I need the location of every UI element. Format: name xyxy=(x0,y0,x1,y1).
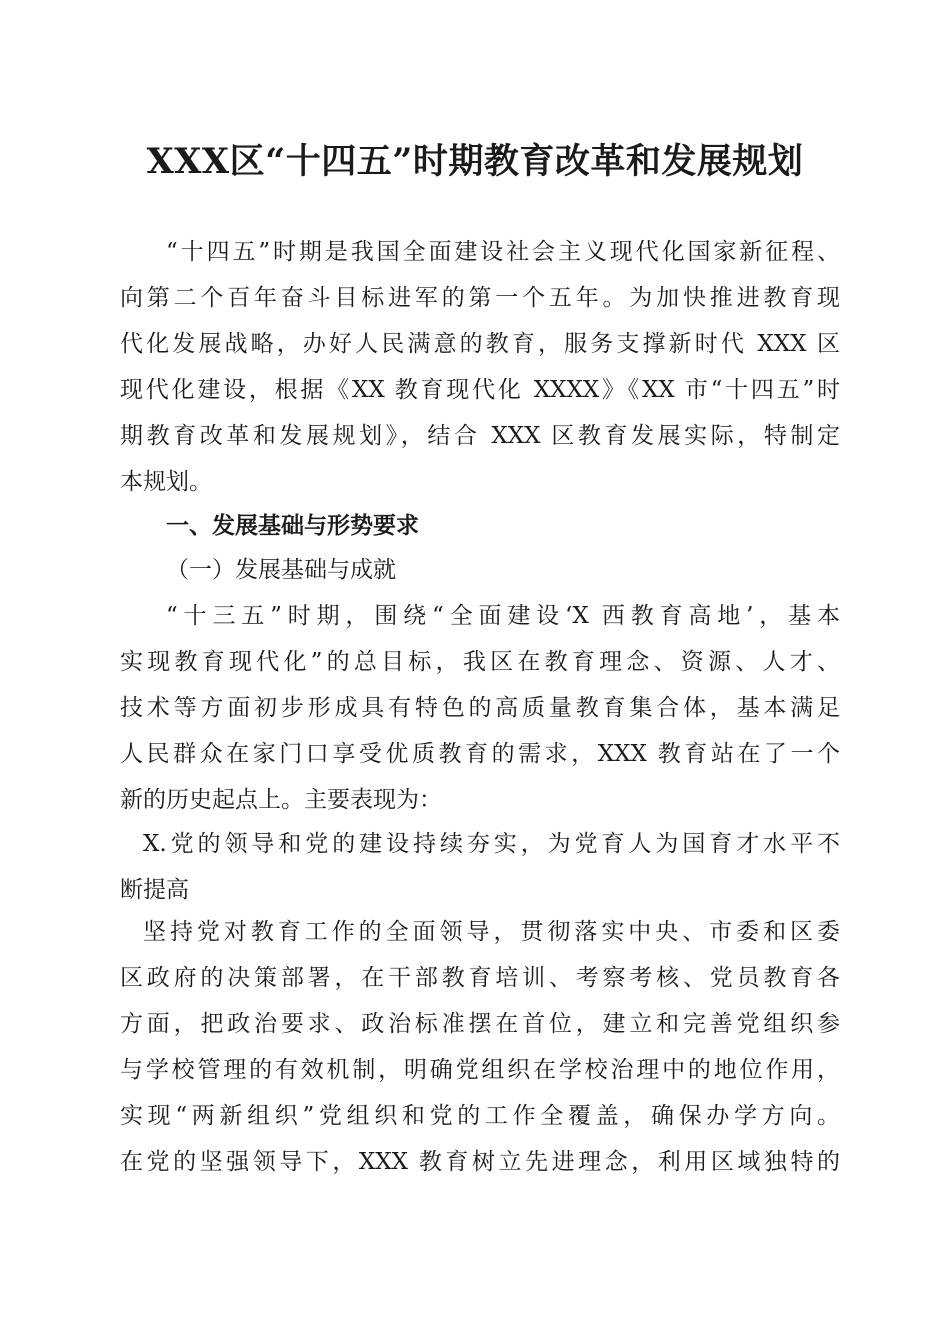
intro-line: 代化发展战略，办好人民满意的教育，服务支撑新时代 XXX 区 xyxy=(120,331,840,357)
section-heading: 一、发展基础与形势要求 xyxy=(166,513,419,539)
paragraph-line: 实现“两新组织”党组织和党的工作全覆盖，确保办学方向。 xyxy=(120,1103,840,1129)
paragraph-line: 技术等方面初步形成具有特色的高质量教育集合体，基本满足 xyxy=(120,695,840,721)
intro-line: 本规划。 xyxy=(120,469,212,495)
paragraph-line: 人民群众在家门口享受优质教育的需求，XXX 教育站在了一个 xyxy=(120,741,840,767)
paragraph-line: 区政府的决策部署，在干部教育培训、考察考核、党员教育各 xyxy=(120,965,840,991)
paragraph-line: 实现教育现代化”的总目标，我区在教育理念、资源、人才、 xyxy=(120,649,840,675)
paragraph-line: 坚持党对教育工作的全面领导，贯彻落实中央、市委和区委 xyxy=(143,919,840,945)
intro-line: “十四五”时期是我国全面建设社会主义现代化国家新征程、 xyxy=(166,239,840,265)
paragraph-line: 新的历史起点上。主要表现为： xyxy=(120,787,442,813)
intro-line: 现代化建设，根据《XX 教育现代化 XXXX》《XX 市“十四五”时 xyxy=(120,377,840,403)
paragraph-line: “十三五”时期，围绕“全面建设‘X 西教育高地’，基本 xyxy=(166,603,840,629)
intro-line: 向第二个百年奋斗目标进军的第一个五年。为加快推进教育现 xyxy=(120,285,840,311)
paragraph-line: 与学校管理的有效机制，明确党组织在学校治理中的地位作用， xyxy=(120,1057,840,1083)
subsection-heading: （一）发展基础与成就 xyxy=(166,557,396,583)
document-title: XXX区“十四五”时期教育改革和发展规划 xyxy=(146,141,804,182)
item-heading-line: X.党的领导和党的建设持续夯实，为党育人为国育才水平不 xyxy=(143,831,840,857)
paragraph-line: 在党的坚强领导下，XXX 教育树立先进理念，利用区域独特的 xyxy=(120,1149,840,1175)
item-heading-line: 断提高 xyxy=(120,877,189,903)
intro-line: 期教育改革和发展规划》，结合 XXX 区教育发展实际，特制定 xyxy=(120,423,840,449)
paragraph-line: 方面，把政治要求、政治标准摆在首位，建立和完善党组织参 xyxy=(120,1011,840,1037)
